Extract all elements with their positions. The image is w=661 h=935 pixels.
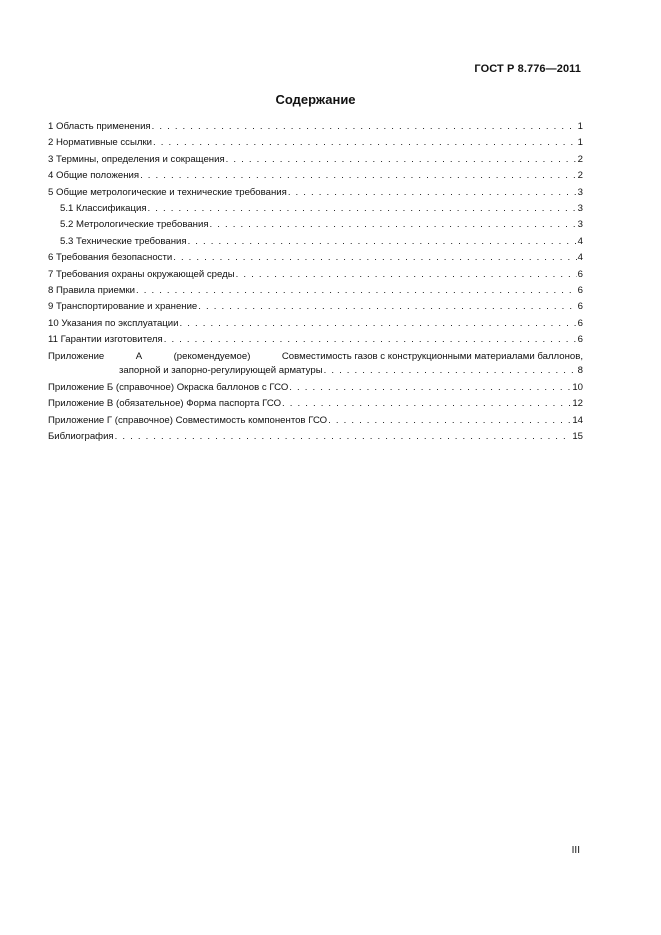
toc-entry-label: 11 Гарантии изготовителя xyxy=(48,334,163,346)
toc-entry-page: 6 xyxy=(577,317,583,329)
toc-entry-page: 6 xyxy=(577,284,583,296)
toc-entry-page: 6 xyxy=(577,301,583,313)
dot-leader xyxy=(173,250,576,266)
dot-leader xyxy=(288,185,577,201)
document-code: ГОСТ Р 8.776—2011 xyxy=(474,63,581,75)
toc-entry-appendix-g[interactable] xyxy=(48,413,583,429)
appendix-a-word: Приложение xyxy=(48,351,105,363)
toc-entry-5[interactable] xyxy=(48,185,583,201)
toc-entry-page: 3 xyxy=(577,202,583,214)
table-of-contents xyxy=(48,119,583,445)
toc-entry-1[interactable] xyxy=(48,119,583,135)
toc-entry-page: 10 xyxy=(572,381,583,393)
toc-entry-page: 4 xyxy=(577,235,583,247)
toc-entry-5-1[interactable] xyxy=(48,201,583,217)
toc-title: Содержание xyxy=(275,92,356,107)
dot-leader xyxy=(198,299,576,315)
appendix-a-letter: А xyxy=(135,351,143,363)
toc-entry-page: 2 xyxy=(577,170,583,182)
toc-entry-7[interactable] xyxy=(48,267,583,283)
toc-entry-label: запорной и запорно-регулирующей арматуры xyxy=(119,365,323,377)
toc-entry-page: 12 xyxy=(572,398,583,410)
toc-entry-appendix-b[interactable] xyxy=(48,380,583,396)
toc-entry-4[interactable] xyxy=(48,168,583,184)
toc-entry-11[interactable] xyxy=(48,332,583,348)
toc-entry-page: 8 xyxy=(577,365,583,377)
toc-entry-5-2[interactable] xyxy=(48,217,583,233)
toc-entry-label: 8 Правила приемки xyxy=(48,284,135,296)
toc-entry-3[interactable] xyxy=(48,152,583,168)
toc-entry-label: 6 Требования безопасности xyxy=(48,252,173,264)
appendix-a-title: Совместимость газов с конструкционными материалами баллонов, xyxy=(281,351,583,363)
toc-entry-page: 2 xyxy=(577,153,583,165)
toc-entry-appendix-a[interactable] xyxy=(48,348,583,379)
toc-entry-label: Приложение Г (справочное) Совместимость компонентов ГСО xyxy=(48,414,328,426)
appendix-a-status: (рекомендуемое) xyxy=(173,351,251,363)
dot-leader xyxy=(148,201,577,217)
dot-leader xyxy=(188,234,577,250)
dot-leader xyxy=(153,135,577,151)
dot-leader xyxy=(226,152,577,168)
toc-entry-page: 6 xyxy=(577,334,583,346)
toc-entry-page: 4 xyxy=(577,252,583,264)
toc-entry-label: 5 Общие метрологические и технические требования xyxy=(48,186,287,198)
dot-leader xyxy=(282,396,571,412)
toc-entry-page: 1 xyxy=(577,137,583,149)
toc-entry-10[interactable] xyxy=(48,316,583,332)
toc-entry-page: 1 xyxy=(577,121,583,132)
toc-entry-5-3[interactable] xyxy=(48,234,583,250)
toc-entry-label: 5.1 Классификация xyxy=(60,202,147,214)
dot-leader xyxy=(180,316,577,332)
toc-entry-label: 5.2 Метрологические требования xyxy=(60,219,209,231)
dot-leader xyxy=(164,332,577,348)
dot-leader xyxy=(210,217,577,233)
dot-leader xyxy=(115,429,572,445)
dot-leader xyxy=(236,267,577,283)
toc-entry-bibliography[interactable] xyxy=(48,429,583,445)
toc-entry-label: 2 Нормативные ссылки xyxy=(48,137,153,149)
appendix-a-title-line xyxy=(48,350,583,363)
toc-entry-label: 9 Транспортирование и хранение xyxy=(48,301,198,313)
toc-entry-page: 15 xyxy=(572,431,583,443)
page-number: III xyxy=(571,845,580,856)
toc-entry-9[interactable] xyxy=(48,299,583,315)
toc-entry-label: 1 Область применения xyxy=(48,121,151,132)
toc-entry-8[interactable] xyxy=(48,283,583,299)
toc-entry-page: 3 xyxy=(577,219,583,231)
toc-entry-label: Приложение В (обязательное) Форма паспорта ГСО xyxy=(48,398,282,410)
dot-leader xyxy=(152,119,577,135)
toc-entry-page: 6 xyxy=(577,268,583,280)
toc-entry-label: Библиография xyxy=(48,431,114,443)
dot-leader xyxy=(136,283,577,299)
dot-leader xyxy=(324,363,577,379)
toc-entry-label: 5.3 Технические требования xyxy=(60,235,187,247)
toc-entry-page: 3 xyxy=(577,186,583,198)
toc-entry-2[interactable] xyxy=(48,135,583,151)
toc-entry-label: 7 Требования охраны окружающей среды xyxy=(48,268,235,280)
dot-leader xyxy=(289,380,571,396)
toc-entry-label: 10 Указания по эксплуатации xyxy=(48,317,179,329)
appendix-a-continuation xyxy=(48,363,583,379)
dot-leader xyxy=(328,413,571,429)
toc-entry-6[interactable] xyxy=(48,250,583,266)
toc-entry-appendix-v[interactable] xyxy=(48,396,583,412)
toc-entry-label: 3 Термины, определения и сокращения xyxy=(48,153,225,165)
toc-entry-label: 4 Общие положения xyxy=(48,170,140,182)
dot-leader xyxy=(140,168,577,184)
toc-entry-page: 14 xyxy=(572,414,583,426)
toc-entry-label: Приложение Б (справочное) Окраска баллонов с ГСО xyxy=(48,381,289,393)
